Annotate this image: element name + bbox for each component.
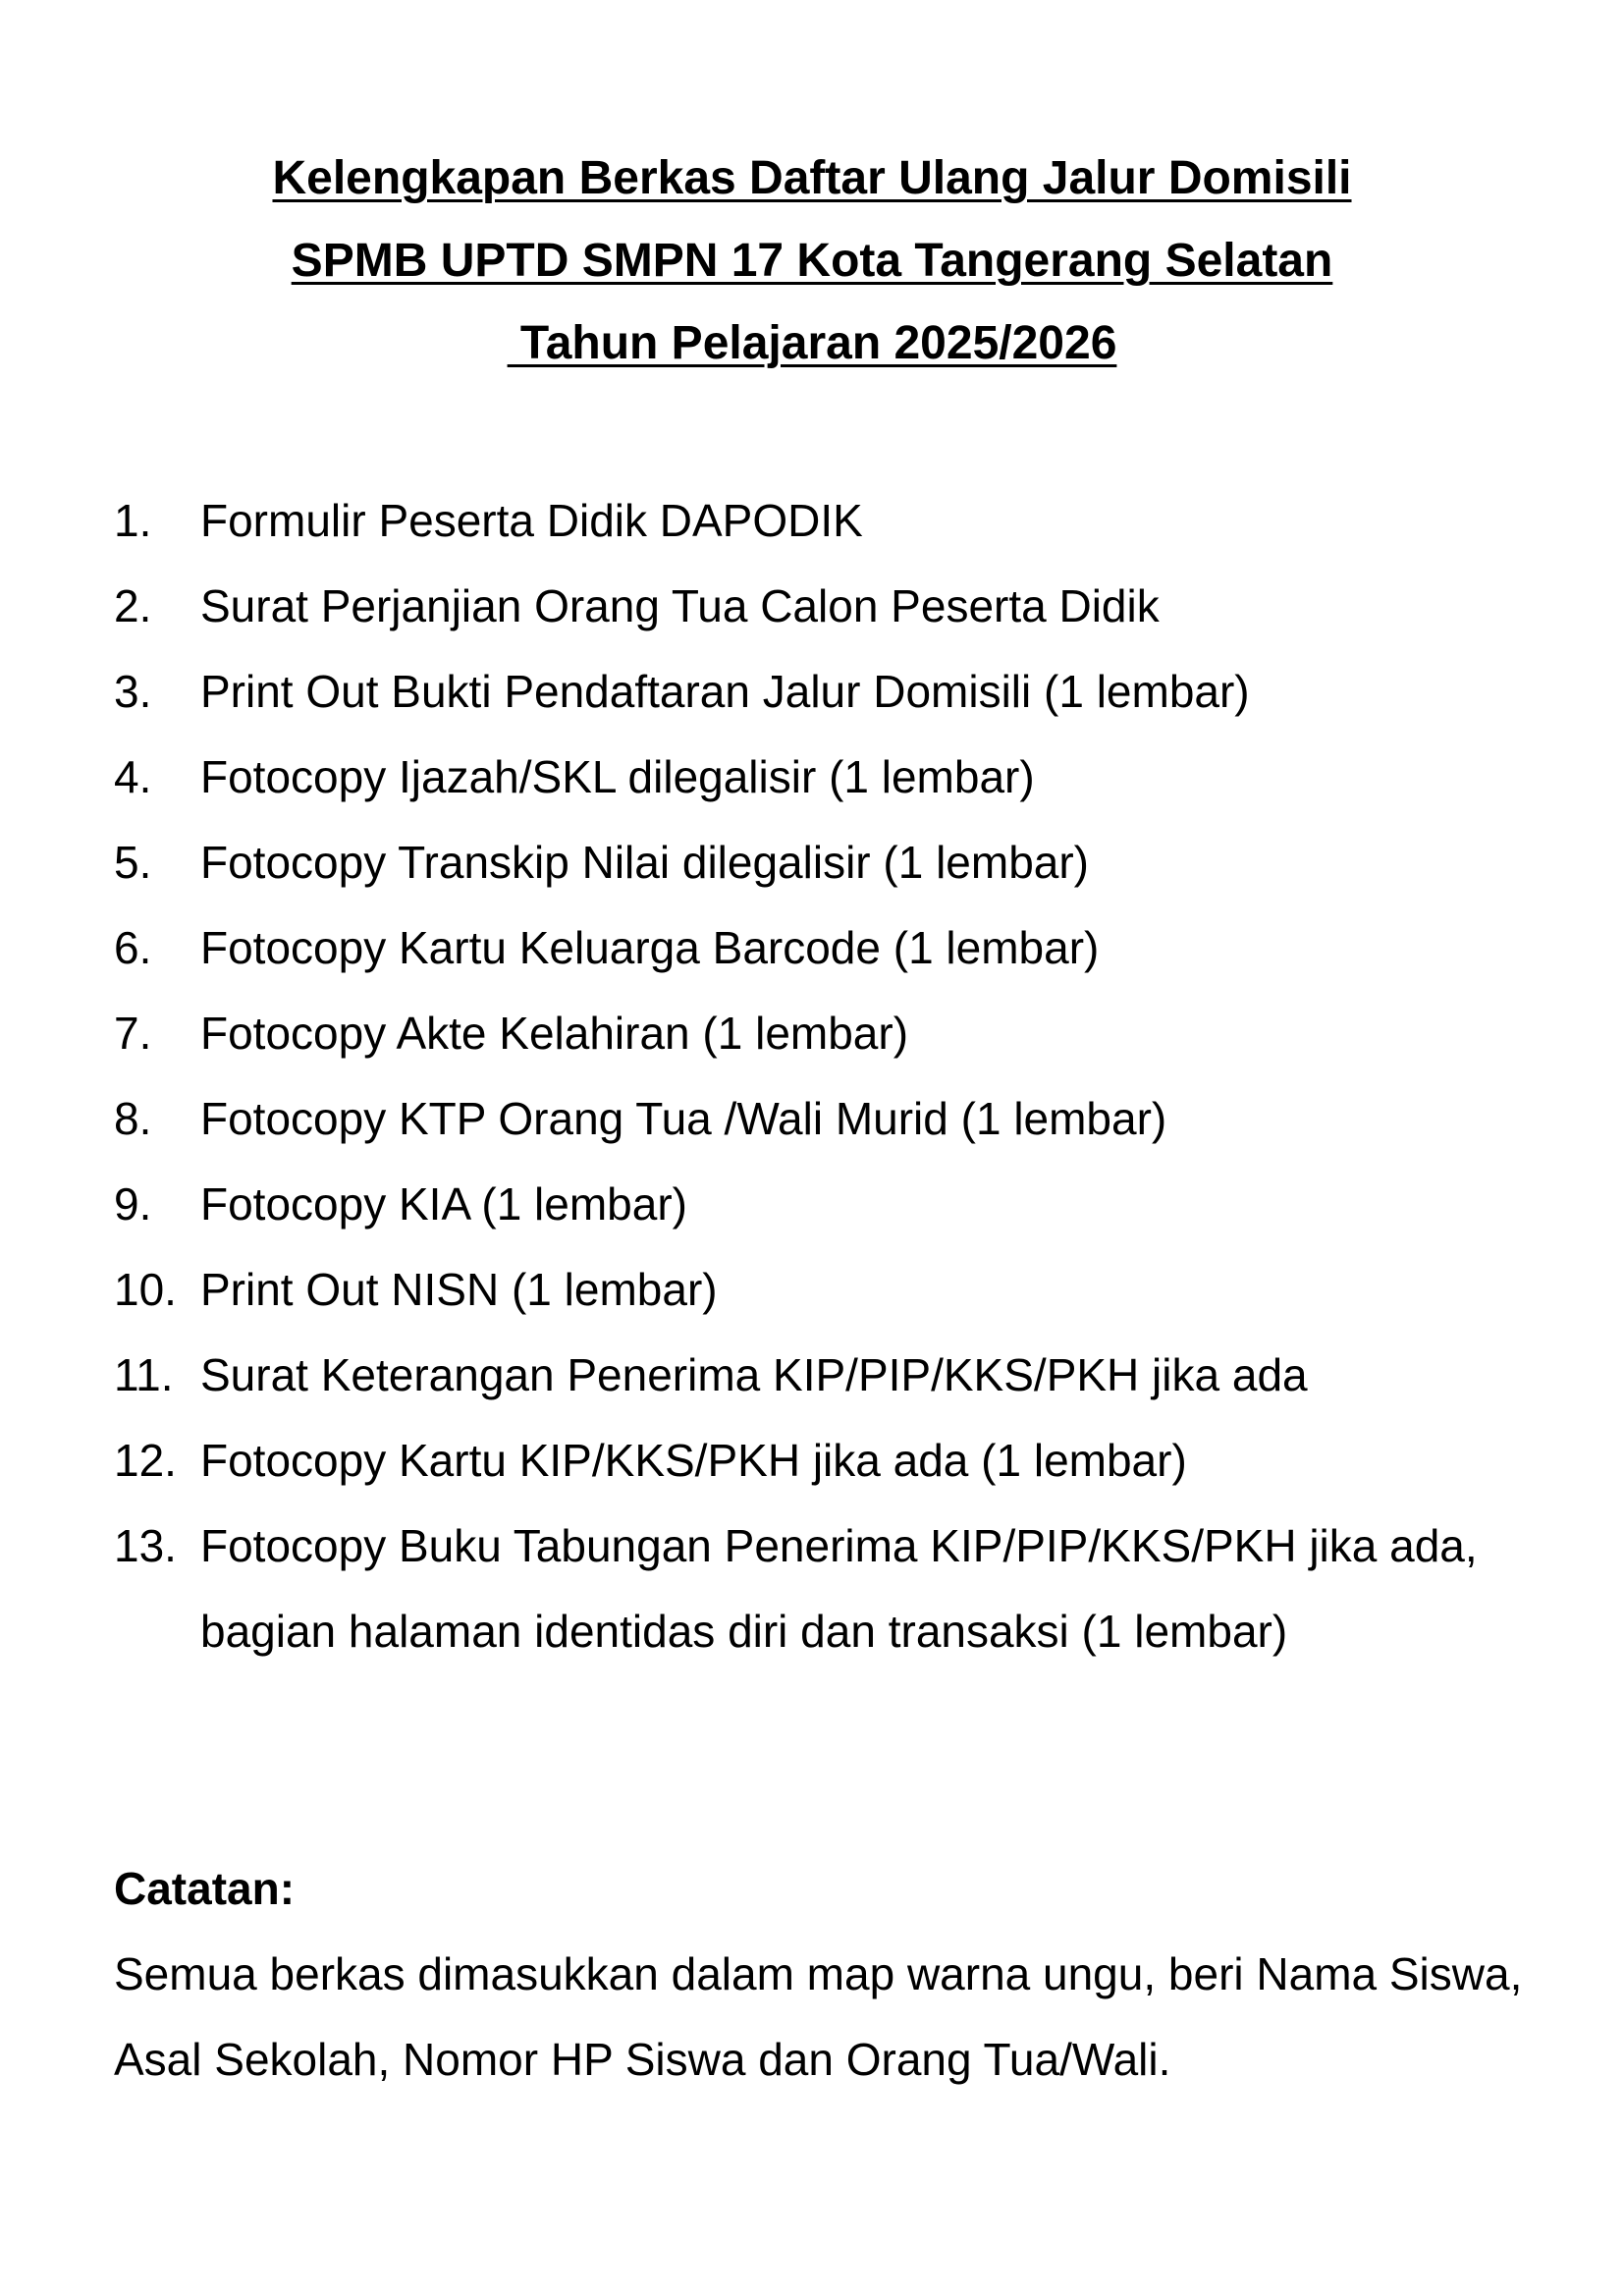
item-number: 8.	[114, 1093, 152, 1144]
item-number: 9.	[114, 1178, 152, 1230]
note-text: Semua berkas dimasukkan dalam map warna ungu, beri Nama Siswa, Asal Sekolah, Nomor HP Siswa dan Orang Tua/Wali.	[114, 1948, 1523, 2085]
item-text: Print Out Bukti Pendaftaran Jalur Domisili (1 lembar)	[200, 666, 1250, 717]
document-title	[0, 137, 1624, 385]
item-text: Fotocopy Transkip Nilai dilegalisir (1 lembar)	[200, 837, 1089, 888]
item-number: 5.	[114, 837, 152, 888]
title-line: Kelengkapan Berkas Daftar Ulang Jalur Domisili	[272, 152, 1352, 204]
title-line: SPMB UPTD SMPN 17 Kota Tangerang Selatan	[291, 235, 1333, 287]
list-item	[114, 905, 1528, 991]
item-number: 13.	[114, 1520, 177, 1571]
item-number: 10.	[114, 1264, 177, 1315]
list-item	[114, 478, 1528, 564]
list-item	[114, 1333, 1528, 1418]
item-text: Formulir Peserta Didik DAPODIK	[200, 495, 863, 546]
list-item	[114, 1418, 1528, 1503]
item-text: Surat Keterangan Penerima KIP/PIP/KKS/PKH jika ada	[200, 1349, 1308, 1400]
list-item	[114, 735, 1528, 820]
list-item	[114, 1503, 1528, 1674]
title-line: Tahun Pelajaran 2025/2026	[507, 317, 1117, 369]
item-text: Fotocopy Buku Tabungan Penerima KIP/PIP/KKS/PKH jika ada, bagian halaman identidas diri dan transaksi (1 lembar)	[200, 1520, 1478, 1657]
item-text: Fotocopy Ijazah/SKL dilegalisir (1 lembar)	[200, 751, 1035, 802]
item-text: Fotocopy Kartu Keluarga Barcode (1 lembar)	[200, 922, 1100, 973]
list-item	[114, 820, 1528, 905]
note-label: Catatan:	[114, 1863, 296, 1914]
item-text: Print Out NISN (1 lembar)	[200, 1264, 718, 1315]
list-item	[114, 1076, 1528, 1162]
item-number: 12.	[114, 1435, 177, 1486]
item-number: 3.	[114, 666, 152, 717]
item-text: Fotocopy Kartu KIP/KKS/PKH jika ada (1 lembar)	[200, 1435, 1187, 1486]
item-number: 4.	[114, 751, 152, 802]
requirements-list	[114, 478, 1528, 1674]
item-number: 7.	[114, 1008, 152, 1059]
item-text: Fotocopy KTP Orang Tua /Wali Murid (1 lembar)	[200, 1093, 1167, 1144]
list-item	[114, 1162, 1528, 1247]
item-text: Fotocopy KIA (1 lembar)	[200, 1178, 687, 1230]
item-number: 1.	[114, 495, 152, 546]
item-number: 6.	[114, 922, 152, 973]
list-item	[114, 991, 1528, 1076]
item-number: 2.	[114, 580, 152, 631]
list-item	[114, 649, 1528, 735]
item-number: 11.	[114, 1349, 174, 1400]
note-section	[114, 1846, 1528, 2103]
item-text: Surat Perjanjian Orang Tua Calon Peserta Didik	[200, 580, 1160, 631]
list-item	[114, 1247, 1528, 1333]
item-text: Fotocopy Akte Kelahiran (1 lembar)	[200, 1008, 909, 1059]
list-item	[114, 564, 1528, 649]
